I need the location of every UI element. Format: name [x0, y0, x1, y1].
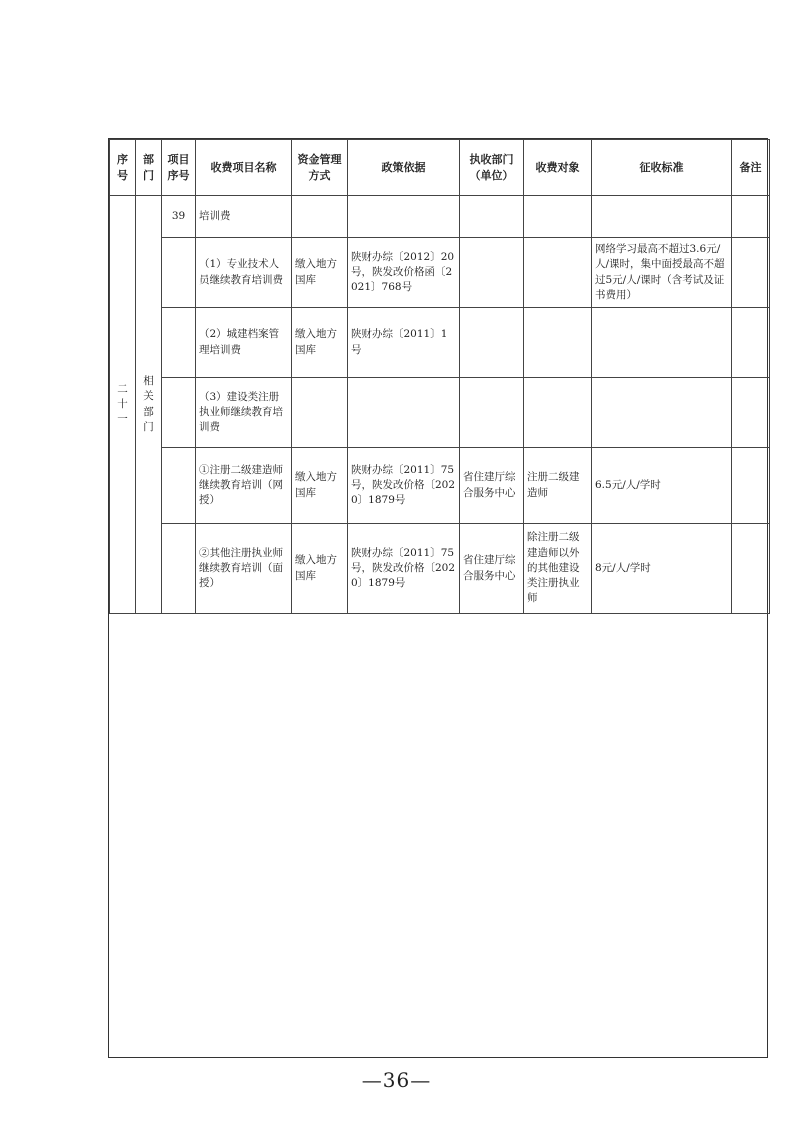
table-row — [110, 308, 770, 378]
agency-cell — [460, 308, 524, 378]
note-cell — [732, 448, 770, 524]
fee-table — [109, 139, 770, 1057]
empty-filler-cell — [110, 614, 770, 1058]
item-name-cell: ①注册二级建造师继续教育培训（网授） — [196, 448, 292, 524]
standard-cell — [592, 378, 732, 448]
target-cell — [524, 196, 592, 238]
policy-cell: 陕财办综〔2011〕1号 — [348, 308, 460, 378]
fee-table-frame — [108, 138, 768, 1058]
fund-cell: 缴入地方国库 — [292, 238, 348, 308]
table-row — [110, 378, 770, 448]
policy-cell: 陕财办综〔2011〕75号，陕发改价格〔2020〕1879号 — [348, 524, 460, 614]
fund-cell: 缴入地方国库 — [292, 448, 348, 524]
item-name-cell: 培训费 — [196, 196, 292, 238]
table-row-empty — [110, 614, 770, 1058]
policy-cell — [348, 378, 460, 448]
header-item-name: 收费项目名称 — [196, 140, 292, 196]
item-name-cell: （2）城建档案管理培训费 — [196, 308, 292, 378]
standard-cell: 6.5元/人/学时 — [592, 448, 732, 524]
fund-cell — [292, 196, 348, 238]
policy-cell — [348, 196, 460, 238]
header-seq: 序号 — [110, 140, 136, 196]
item-no-cell: 39 — [162, 196, 196, 238]
note-cell — [732, 196, 770, 238]
fund-cell — [292, 378, 348, 448]
item-no-cell — [162, 308, 196, 378]
item-no-cell — [162, 378, 196, 448]
item-no-cell — [162, 238, 196, 308]
page-number: —36— — [361, 1068, 432, 1092]
policy-cell: 陕财办综〔2012〕20号，陕发改价格函〔2021〕768号 — [348, 238, 460, 308]
group-seq-cell: 二十一 — [110, 196, 136, 614]
table-row — [110, 524, 770, 614]
item-no-cell — [162, 448, 196, 524]
table-row — [110, 238, 770, 308]
header-dept: 部门 — [136, 140, 162, 196]
policy-cell: 陕财办综〔2011〕75号，陕发改价格〔2020〕1879号 — [348, 448, 460, 524]
header-fund-management: 资金管理方式 — [292, 140, 348, 196]
agency-cell — [460, 238, 524, 308]
target-cell: 除注册二级建造师以外的其他建设类注册执业师 — [524, 524, 592, 614]
header-note: 备注 — [732, 140, 770, 196]
target-cell — [524, 308, 592, 378]
agency-cell: 省住建厅综合服务中心 — [460, 524, 524, 614]
note-cell — [732, 524, 770, 614]
note-cell — [732, 378, 770, 448]
header-collecting-agency: 执收部门（单位） — [460, 140, 524, 196]
standard-cell: 网络学习最高不超过3.6元/人/课时，集中面授最高不超过5元/人/课时（含考试及证书费用） — [592, 238, 732, 308]
item-name-cell: ②其他注册执业师继续教育培训（面授） — [196, 524, 292, 614]
note-cell — [732, 238, 770, 308]
agency-cell — [460, 196, 524, 238]
item-name-cell: （3）建设类注册执业师继续教育培训费 — [196, 378, 292, 448]
agency-cell — [460, 378, 524, 448]
standard-cell — [592, 308, 732, 378]
header-fee-standard: 征收标准 — [592, 140, 732, 196]
header-fee-target: 收费对象 — [524, 140, 592, 196]
target-cell — [524, 378, 592, 448]
item-name-cell: （1）专业技术人员继续教育培训费 — [196, 238, 292, 308]
standard-cell — [592, 196, 732, 238]
target-cell — [524, 238, 592, 308]
group-dept-cell: 相关部门 — [136, 196, 162, 614]
header-policy-basis: 政策依据 — [348, 140, 460, 196]
table-header-row — [110, 140, 770, 196]
header-item-no: 项目序号 — [162, 140, 196, 196]
table-row — [110, 448, 770, 524]
standard-cell: 8元/人/学时 — [592, 524, 732, 614]
fund-cell: 缴入地方国库 — [292, 308, 348, 378]
fund-cell: 缴入地方国库 — [292, 524, 348, 614]
table-row — [110, 196, 770, 238]
item-no-cell — [162, 524, 196, 614]
note-cell — [732, 308, 770, 378]
target-cell: 注册二级建造师 — [524, 448, 592, 524]
agency-cell: 省住建厅综合服务中心 — [460, 448, 524, 524]
